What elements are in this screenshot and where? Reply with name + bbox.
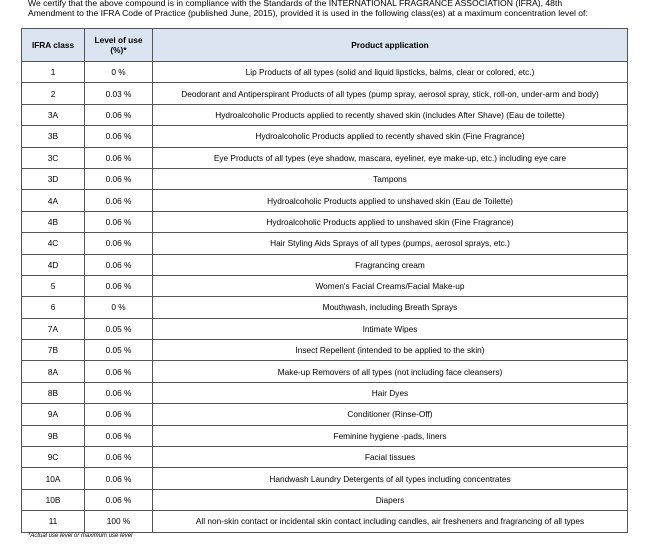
cell-ifra-class: 9A [22,404,85,425]
header-level-line-1: Level of use [94,35,143,45]
cell-level-of-use: 0.06 % [85,254,153,275]
cell-ifra-class: 5 [22,275,85,296]
cell-product-application: All non-skin contact or incidental skin contact including candles, air fresheners and fragrancing of all types [153,511,628,532]
cell-product-application: Insect Repellent (intended to be applied to the skin) [153,340,628,361]
cell-product-application: Diapers [153,489,628,510]
certification-line-2: Amendment to the IFRA Code of Practice (published June, 2015), provided it is used in the following class(es) at a maximum concentration level of: [28,8,588,18]
cell-ifra-class: 4C [22,233,85,254]
cell-product-application: Make-up Removers of all types (not including face cleansers) [153,361,628,382]
table-row [22,190,628,211]
header-product-application: Product application [153,29,628,62]
table-row [22,318,628,339]
cell-product-application: Mouthwash, including Breath Sprays [153,297,628,318]
footnote: *Actual use level or maximum use level [28,533,133,539]
table-header [22,29,628,62]
header-level-of-use [85,29,153,62]
cell-product-application: Women's Facial Creams/Facial Make-up [153,275,628,296]
cell-ifra-class: 4B [22,211,85,232]
ifra-class-table [21,28,628,533]
cell-product-application: Hair Styling Aids Sprays of all types (pumps, aerosol sprays, etc.) [153,233,628,254]
cell-ifra-class: 7A [22,318,85,339]
cell-level-of-use: 0.06 % [85,382,153,403]
table-row [22,147,628,168]
cell-level-of-use: 0.06 % [85,147,153,168]
cell-ifra-class: 3D [22,168,85,189]
table-row [22,340,628,361]
cell-ifra-class: 7B [22,340,85,361]
table-row [22,211,628,232]
cell-product-application: Hydroalcoholic Products applied to unshaved skin (Fine Fragrance) [153,211,628,232]
cell-product-application: Hydroalcoholic Products applied to recently shaved skin (Fine Fragrance) [153,126,628,147]
table-row [22,254,628,275]
cell-ifra-class: 8A [22,361,85,382]
cell-level-of-use: 0.06 % [85,275,153,296]
cell-product-application: Handwash Laundry Detergents of all types including concentrates [153,468,628,489]
table-row [22,297,628,318]
cell-ifra-class: 2 [22,83,85,104]
cell-product-application: Hair Dyes [153,382,628,403]
cell-level-of-use: 0.06 % [85,126,153,147]
cell-ifra-class: 6 [22,297,85,318]
table-row [22,83,628,104]
header-row [22,29,628,62]
table-row [22,404,628,425]
table-row [22,62,628,83]
cell-ifra-class: 11 [22,511,85,532]
table-row [22,233,628,254]
cell-level-of-use: 0.06 % [85,104,153,125]
cell-ifra-class: 4A [22,190,85,211]
table-row [22,104,628,125]
cell-level-of-use: 0.06 % [85,489,153,510]
cell-ifra-class: 9B [22,425,85,446]
table-row [22,126,628,147]
cell-level-of-use: 0 % [85,297,153,318]
cell-ifra-class: 3B [22,126,85,147]
certification-statement [28,0,643,18]
cell-ifra-class: 10B [22,489,85,510]
cell-level-of-use: 0.05 % [85,318,153,339]
table-row [22,468,628,489]
cell-level-of-use: 0.06 % [85,425,153,446]
table-row [22,361,628,382]
cell-product-application: Tampons [153,168,628,189]
cell-ifra-class: 3A [22,104,85,125]
header-ifra-class: IFRA class [22,29,85,62]
cell-level-of-use: 0.05 % [85,340,153,361]
cell-ifra-class: 4D [22,254,85,275]
cell-level-of-use: 0.06 % [85,361,153,382]
cell-level-of-use: 0.06 % [85,190,153,211]
table-row [22,511,628,532]
cell-product-application: Fragrancing cream [153,254,628,275]
table-row [22,275,628,296]
cell-ifra-class: 8B [22,382,85,403]
cell-ifra-class: 1 [22,62,85,83]
cell-product-application: Conditioner (Rinse-Off) [153,404,628,425]
cell-product-application: Lip Products of all types (solid and liquid lipsticks, balms, clear or colored, etc.) [153,62,628,83]
header-level-line-2: (%)* [110,45,127,55]
cell-level-of-use: 0.03 % [85,83,153,104]
table-row [22,447,628,468]
certification-line-1: We certify that the above compound is in compliance with the Standards of the INTERNATIONAL FRAGRANCE ASSOCIATION (IFRA), 48th [28,0,563,8]
table-row [22,382,628,403]
cell-level-of-use: 0.06 % [85,468,153,489]
cell-level-of-use: 0.06 % [85,211,153,232]
cell-level-of-use: 0 % [85,62,153,83]
cell-level-of-use: 100 % [85,511,153,532]
cell-level-of-use: 0.06 % [85,404,153,425]
cell-level-of-use: 0.06 % [85,168,153,189]
cell-product-application: Hydroalcoholic Products applied to recently shaved skin (includes After Shave) (Eau de toilette) [153,104,628,125]
table-row [22,425,628,446]
table-row [22,489,628,510]
cell-product-application: Facial tissues [153,447,628,468]
cell-product-application: Intimate Wipes [153,318,628,339]
table-row [22,168,628,189]
cell-product-application: Hydroalcoholic Products applied to unshaved skin (Eau de Toilette) [153,190,628,211]
cell-level-of-use: 0.06 % [85,233,153,254]
cell-product-application: Eye Products of all types (eye shadow, mascara, eyeliner, eye make-up, etc.) including eye care [153,147,628,168]
cell-ifra-class: 3C [22,147,85,168]
cell-product-application: Feminine hygiene -pads, liners [153,425,628,446]
cell-ifra-class: 9C [22,447,85,468]
cell-ifra-class: 10A [22,468,85,489]
cell-product-application: Deodorant and Antiperspirant Products of all types (pump spray, aerosol spray, stick, roll-on, under-arm and body) [153,83,628,104]
cell-level-of-use: 0.06 % [85,447,153,468]
table-body [22,62,628,533]
